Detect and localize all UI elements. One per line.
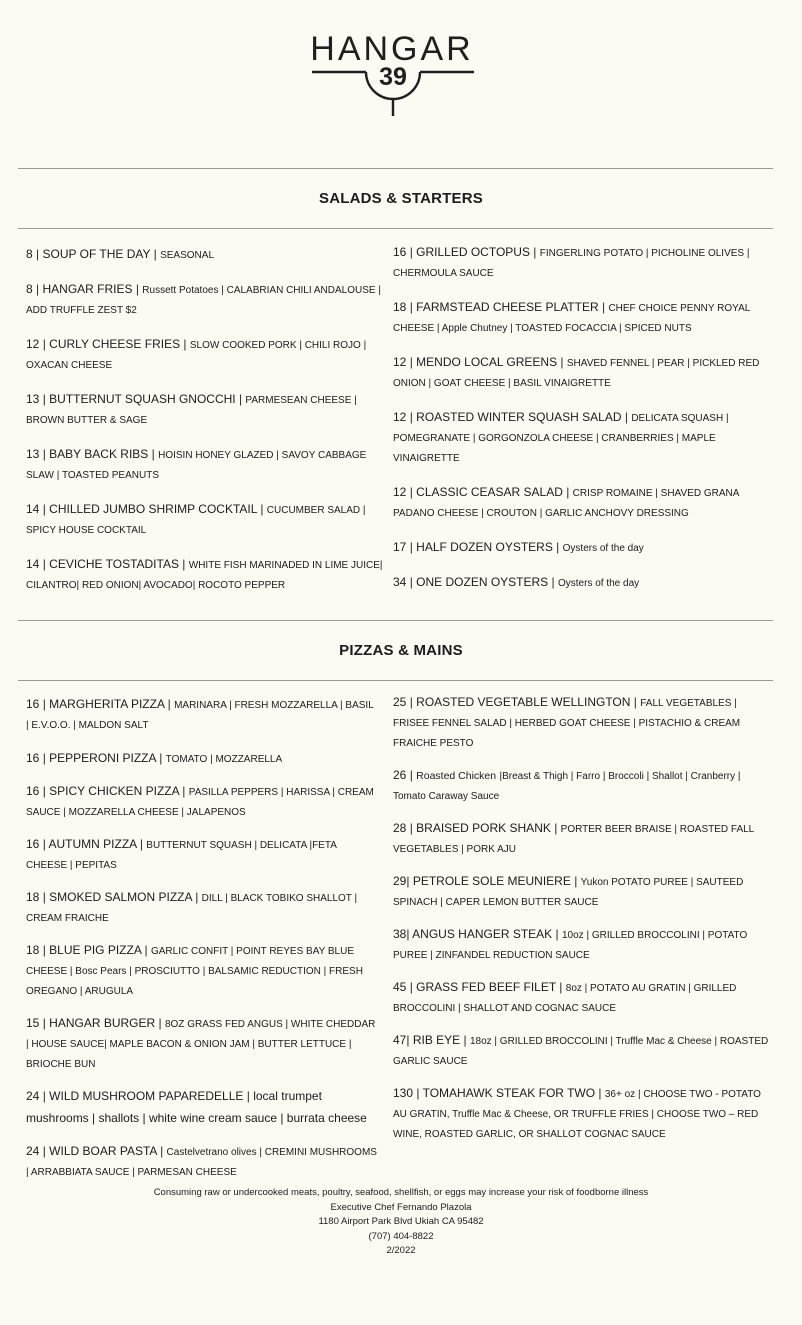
item-description: 10oz | GRILLED BROCCOLINI | POTATO PUREE | ZINFANDEL REDUCTION SAUCE bbox=[393, 930, 748, 961]
item-price: 25 bbox=[393, 695, 407, 709]
item-name: SOUP OF THE DAY bbox=[42, 247, 151, 261]
item-description: DILL | BLACK TOBIKO SHALLOT | CREAM FRAICHE bbox=[26, 893, 358, 924]
item-price: 14 bbox=[26, 502, 40, 516]
item-description: 8oz | POTATO AU GRATIN | GRILLED BROCCOLINI | SHALLOT AND COGNAC SAUCE bbox=[393, 983, 737, 1014]
item-name: BLUE PIG PIZZA bbox=[49, 943, 142, 957]
section-title-mains: PIZZAS & MAINS bbox=[339, 642, 463, 659]
item-price: 12 bbox=[393, 485, 407, 499]
item-description: WHITE FISH MARINADED IN LIME JUICE| CILANTRO| RED ONION| AVOCADO| ROCOTO PEPPER bbox=[26, 560, 383, 591]
item-price: 26 bbox=[393, 768, 407, 782]
menu-item: 14 | CEVICHE TOSTADITAS | WHITE FISH MARINADED IN LIME JUICE| CILANTRO| RED ONION| AVOCADO| ROCOTO PEPPER bbox=[26, 557, 383, 591]
menu-item: 12 | CURLY CHEESE FRIES | SLOW COOKED PORK | CHILI ROJO | OXACAN CHEESE bbox=[26, 337, 367, 371]
item-price: 17 bbox=[393, 540, 407, 554]
divider bbox=[18, 620, 773, 621]
item-description: CUCUMBER SALAD | SPICY HOUSE COCKTAIL bbox=[26, 505, 366, 536]
divider bbox=[18, 228, 773, 229]
menu-item: 16 | PEPPERONI PIZZA | TOMATO | MOZZARELLA bbox=[26, 751, 283, 765]
item-name: SMOKED SALMON PIZZA bbox=[49, 890, 192, 904]
item-name: PEPPERONI PIZZA bbox=[49, 751, 156, 765]
item-description: FALL VEGETABLES | FRISEE FENNEL SALAD | HERBED GOAT CHEESE | PISTACHIO & CREAM FRAICHE PESTO bbox=[393, 698, 741, 749]
item-price: 15 bbox=[26, 1016, 40, 1030]
menu-item: 16 | MARGHERITA PIZZA | MARINARA | FRESH MOZZARELLA | BASIL | E.V.O.O. | MALDON SALT bbox=[26, 697, 374, 731]
menu-item: 26 | Roasted Chicken |Breast & Thigh | Farro | Broccoli | Shallot | Cranberry | Tomato Caraway Sauce bbox=[393, 768, 741, 802]
item-name: ROASTED VEGETABLE WELLINGTON bbox=[416, 695, 631, 709]
item-name: WILD BOAR PASTA bbox=[49, 1144, 157, 1158]
item-price: 16 bbox=[393, 245, 407, 259]
item-price: 28 bbox=[393, 821, 407, 835]
item-name: WILD MUSHROOM PAPAREDELLE bbox=[49, 1089, 244, 1103]
item-name: CLASSIC CEASAR SALAD bbox=[416, 485, 563, 499]
item-description: |Breast & Thigh | Farro | Broccoli | Shallot | Cranberry | Tomato Caraway Sauce bbox=[393, 771, 741, 802]
menu-item: 8 | SOUP OF THE DAY | SEASONAL bbox=[26, 247, 215, 261]
item-description: PORTER BEER BRAISE | ROASTED FALL VEGETABLES | PORK AJU bbox=[393, 824, 754, 855]
item-price: 8 bbox=[26, 247, 33, 261]
item-price: 16 bbox=[26, 751, 40, 765]
logo-wordmark: HANGAR bbox=[310, 30, 474, 68]
item-description: HOISIN HONEY GLAZED | SAVOY CABBAGE SLAW | TOASTED PEANUTS bbox=[26, 450, 367, 481]
item-price: 16 bbox=[26, 697, 40, 711]
item-name: ONE DOZEN OYSTERS bbox=[416, 575, 549, 589]
item-name: AUTUMN PIZZA bbox=[48, 837, 137, 851]
menu-item: 16 | AUTUMN PIZZA | BUTTERNUT SQUASH | DELICATA |FETA CHEESE | PEPITAS bbox=[26, 837, 337, 871]
item-name: CHILLED JUMBO SHRIMP COCKTAIL bbox=[49, 502, 257, 516]
item-description: Russett Potatoes | CALABRIAN CHILI ANDALOUSE | ADD TRUFFLE ZEST $2 bbox=[26, 285, 381, 316]
item-price: 29 bbox=[393, 874, 407, 888]
item-name: CEVICHE TOSTADITAS bbox=[49, 557, 179, 571]
menu-item: 25 | ROASTED VEGETABLE WELLINGTON | FALL VEGETABLES | FRISEE FENNEL SALAD | HERBED GOAT CHEESE | PISTACHIO & CREAM FRAICHE PESTO bbox=[393, 695, 741, 749]
menu-item: 13 | BUTTERNUT SQUASH GNOCCHI | PARMESEAN CHEESE | BROWN BUTTER & SAGE bbox=[26, 392, 357, 426]
item-name: HANGAR FRIES bbox=[42, 282, 133, 296]
menu-item: 17 | HALF DOZEN OYSTERS | Oysters of the day bbox=[393, 540, 644, 554]
menu-item: 29| PETROLE SOLE MEUNIERE | Yukon POTATO PUREE | SAUTEED SPINACH | CAPER LEMON BUTTER SAUCE bbox=[393, 874, 744, 908]
item-description: Yukon POTATO PUREE | SAUTEED SPINACH | CAPER LEMON BUTTER SAUCE bbox=[393, 877, 744, 908]
item-price: 47 bbox=[393, 1033, 407, 1047]
item-description: CRISP ROMAINE | SHAVED GRANA PADANO CHEESE | CROUTON | GARLIC ANCHOVY DRESSING bbox=[393, 488, 739, 519]
menu-item: 47| RIB EYE | 18oz | GRILLED BROCCOLINI | Truffle Mac & Cheese | ROASTED GARLIC SAUCE bbox=[393, 1033, 769, 1067]
item-name: HALF DOZEN OYSTERS bbox=[416, 540, 553, 554]
menu-item: 130 | TOMAHAWK STEAK FOR TWO | 36+ oz | CHOOSE TWO - POTATO AU GRATIN, Truffle Mac & Cheese, OR TRUFFLE FRIES | CHOOSE TWO – RED WINE, ROASTED GARLIC, OR SHALLOT COGNAC SAUCE bbox=[393, 1086, 761, 1140]
menu-item: 24 | WILD MUSHROOM PAPAREDELLE | local trumpet mushrooms | shallots | white wine cream sauce | burrata cheese bbox=[26, 1089, 367, 1125]
item-name: BUTTERNUT SQUASH GNOCCHI bbox=[49, 392, 236, 406]
item-price: 34 bbox=[393, 575, 407, 589]
item-description: MARINARA | FRESH MOZZARELLA | BASIL | E.V.O.O. | MALDON SALT bbox=[26, 700, 374, 731]
menu-item: 12 | ROASTED WINTER SQUASH SALAD | DELICATA SQUASH | POMEGRANATE | GORGONZOLA CHEESE | CRANBERRIES | MAPLE VINAIGRETTE bbox=[393, 410, 729, 464]
executive-chef: Executive Chef Fernando Plazola bbox=[330, 1201, 472, 1213]
divider bbox=[18, 680, 773, 681]
item-description: Oysters of the day bbox=[557, 578, 640, 589]
item-description: SEASONAL bbox=[160, 250, 215, 261]
menu-item: 45 | GRASS FED BEEF FILET | 8oz | POTATO AU GRATIN | GRILLED BROCCOLINI | SHALLOT AND COGNAC SAUCE bbox=[393, 980, 737, 1014]
item-name: MENDO LOCAL GREENS bbox=[416, 355, 558, 369]
menu-item: 18 | BLUE PIG PIZZA | GARLIC CONFIT | POINT REYES BAY BLUE CHEESE | Bosc Pears | PROSCIUTTO | BALSAMIC REDUCTION | FRESH OREGANO | ARUGULA bbox=[26, 943, 363, 997]
phone: (707) 404-8822 bbox=[368, 1230, 434, 1242]
starters-left-column bbox=[26, 244, 386, 610]
item-price: 12 bbox=[393, 355, 407, 369]
item-name: ANGUS HANGER STEAK bbox=[412, 927, 553, 941]
item-name: GRASS FED BEEF FILET bbox=[416, 980, 556, 994]
item-price: 130 bbox=[393, 1086, 414, 1100]
item-name: GRILLED OCTOPUS bbox=[416, 245, 530, 259]
menu-item: 18 | FARMSTEAD CHEESE PLATTER | CHEF CHOICE PENNY ROYAL CHEESE | Apple Chutney | TOASTED FOCACCIA | SPICED NUTS bbox=[393, 300, 750, 334]
item-name: CURLY CHEESE FRIES bbox=[49, 337, 181, 351]
item-description: FINGERLING POTATO | PICHOLINE OLIVES | CHERMOULA SAUCE bbox=[393, 248, 750, 279]
item-price: 38 bbox=[393, 927, 407, 941]
item-name: BABY BACK RIBS bbox=[49, 447, 149, 461]
item-name: Roasted Chicken bbox=[416, 770, 497, 782]
address: 1180 Airport Park Blvd Ukiah CA 95482 bbox=[318, 1216, 484, 1227]
item-description: local trumpet mushrooms | shallots | white wine cream sauce | burrata cheese bbox=[26, 1089, 367, 1125]
item-description: 8OZ GRASS FED ANGUS | WHITE CHEDDAR | HOUSE SAUCE| MAPLE BACON & ONION JAM | BUTTER LETTUCE | BRIOCHE BUN bbox=[26, 1019, 376, 1070]
menu-item: 12 | CLASSIC CEASAR SALAD | CRISP ROMAINE | SHAVED GRANA PADANO CHEESE | CROUTON | GARLIC ANCHOVY DRESSING bbox=[393, 485, 739, 519]
item-name: SPICY CHICKEN PIZZA bbox=[49, 784, 179, 798]
hangar-39-logo bbox=[0, 28, 802, 124]
section-title-starters: SALADS & STARTERS bbox=[319, 190, 483, 207]
item-price: 18 bbox=[393, 300, 407, 314]
item-description: GARLIC CONFIT | POINT REYES BAY BLUE CHEESE | Bosc Pears | PROSCIUTTO | BALSAMIC REDUCTION | FRESH OREGANO | ARUGULA bbox=[26, 946, 363, 997]
item-name: RIB EYE bbox=[412, 1033, 461, 1047]
menu-item: 14 | CHILLED JUMBO SHRIMP COCKTAIL | CUCUMBER SALAD | SPICY HOUSE COCKTAIL bbox=[26, 502, 366, 536]
menu-item: 24 | WILD BOAR PASTA | Castelvetrano olives | CREMINI MUSHROOMS | ARRABBIATA SAUCE | PARMESAN CHEESE bbox=[26, 1144, 377, 1178]
item-price: 18 bbox=[26, 890, 40, 904]
item-price: 16 bbox=[26, 784, 40, 798]
item-description: SHAVED FENNEL | PEAR | PICKLED RED ONION | GOAT CHEESE | BASIL VINAIGRETTE bbox=[393, 358, 760, 389]
item-price: 24 bbox=[26, 1089, 40, 1103]
item-description: Oysters of the day bbox=[562, 543, 644, 554]
item-name: FARMSTEAD CHEESE PLATTER bbox=[416, 300, 599, 314]
menu-item: 28 | BRAISED PORK SHANK | PORTER BEER BRAISE | ROASTED FALL VEGETABLES | PORK AJU bbox=[393, 821, 754, 855]
menu-item: 15 | HANGAR BURGER | 8OZ GRASS FED ANGUS | WHITE CHEDDAR | HOUSE SAUCE| MAPLE BACON & ONION JAM | BUTTER LETTUCE | BRIOCHE BUN bbox=[26, 1016, 376, 1070]
food-safety-disclaimer: Consuming raw or undercooked meats, poultry, seafood, shellfish, or eggs may increase your risk of foodborne illness bbox=[153, 1187, 649, 1198]
item-description: DELICATA SQUASH | POMEGRANATE | GORGONZOLA CHEESE | CRANBERRIES | MAPLE VINAIGRETTE bbox=[393, 413, 729, 464]
item-price: 18 bbox=[26, 943, 40, 957]
starters-right-column bbox=[393, 242, 771, 608]
menu-date: 2/2022 bbox=[386, 1245, 416, 1256]
item-description: PASILLA PEPPERS | HARISSA | CREAM SAUCE | MOZZARELLA CHEESE | JALAPENOS bbox=[26, 787, 374, 818]
item-price: 14 bbox=[26, 557, 40, 571]
item-description: BUTTERNUT SQUASH | DELICATA |FETA CHEESE | PEPITAS bbox=[26, 840, 337, 871]
logo-number: 39 bbox=[379, 63, 407, 91]
item-description: 36+ oz | CHOOSE TWO - POTATO AU GRATIN, Truffle Mac & Cheese, OR TRUFFLE FRIES | CHOOSE TWO – RED WINE, ROASTED GARLIC, OR SHALLOT COGNAC SAUCE bbox=[393, 1089, 761, 1140]
item-price: 45 bbox=[393, 980, 407, 994]
item-name: ROASTED WINTER SQUASH SALAD bbox=[416, 410, 622, 424]
menu-item: 13 | BABY BACK RIBS | HOISIN HONEY GLAZED | SAVOY CABBAGE SLAW | TOASTED PEANUTS bbox=[26, 447, 367, 481]
item-price: 12 bbox=[393, 410, 407, 424]
item-price: 8 bbox=[26, 282, 33, 296]
item-description: Castelvetrano olives | CREMINI MUSHROOMS | ARRABBIATA SAUCE | PARMESAN CHEESE bbox=[26, 1147, 377, 1178]
menu-item: 18 | SMOKED SALMON PIZZA | DILL | BLACK TOBIKO SHALLOT | CREAM FRAICHE bbox=[26, 890, 358, 924]
item-price: 12 bbox=[26, 337, 40, 351]
item-price: 13 bbox=[26, 447, 40, 461]
menu-item: 38| ANGUS HANGER STEAK | 10oz | GRILLED BROCCOLINI | POTATO PUREE | ZINFANDEL REDUCTION SAUCE bbox=[393, 927, 748, 961]
item-name: TOMAHAWK STEAK FOR TWO bbox=[422, 1086, 596, 1100]
menu-item: 34 | ONE DOZEN OYSTERS | Oysters of the day bbox=[393, 575, 640, 589]
item-name: BRAISED PORK SHANK bbox=[416, 821, 551, 835]
item-description: SLOW COOKED PORK | CHILI ROJO | OXACAN CHEESE bbox=[26, 340, 367, 371]
item-description: 18oz | GRILLED BROCCOLINI | Truffle Mac & Cheese | ROASTED GARLIC SAUCE bbox=[393, 1036, 769, 1067]
item-name: HANGAR BURGER bbox=[49, 1016, 156, 1030]
menu-item: 16 | GRILLED OCTOPUS | FINGERLING POTATO | PICHOLINE OLIVES | CHERMOULA SAUCE bbox=[393, 245, 750, 279]
item-price: 16 bbox=[26, 837, 40, 851]
item-description: PARMESEAN CHEESE | BROWN BUTTER & SAGE bbox=[26, 395, 357, 426]
mains-right-column bbox=[393, 692, 771, 1159]
item-description: CHEF CHOICE PENNY ROYAL CHEESE | Apple Chutney | TOASTED FOCACCIA | SPICED NUTS bbox=[393, 303, 750, 334]
item-price: 24 bbox=[26, 1144, 40, 1158]
divider bbox=[18, 168, 773, 169]
item-description: TOMATO | MOZZARELLA bbox=[165, 754, 283, 765]
item-name: PETROLE SOLE MEUNIERE bbox=[412, 874, 571, 888]
mains-left-column bbox=[26, 694, 378, 1197]
menu-item: 16 | SPICY CHICKEN PIZZA | PASILLA PEPPERS | HARISSA | CREAM SAUCE | MOZZARELLA CHEESE | JALAPENOS bbox=[26, 784, 374, 818]
item-name: MARGHERITA PIZZA bbox=[49, 697, 165, 711]
menu-item: 12 | MENDO LOCAL GREENS | SHAVED FENNEL | PEAR | PICKLED RED ONION | GOAT CHEESE | BASIL VINAIGRETTE bbox=[393, 355, 760, 389]
item-price: 13 bbox=[26, 392, 40, 406]
menu-footer bbox=[0, 1186, 802, 1259]
menu-item: 8 | HANGAR FRIES | Russett Potatoes | CALABRIAN CHILI ANDALOUSE | ADD TRUFFLE ZEST $2 bbox=[26, 282, 381, 316]
